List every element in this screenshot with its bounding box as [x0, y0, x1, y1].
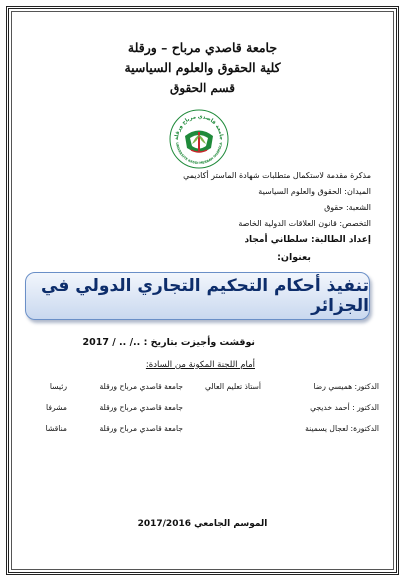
- logo-arabic-text: جامعة قاصدي مرباح ورقلة: [173, 113, 225, 141]
- faculty-name: كلية الحقوق والعلوم السياسية: [124, 60, 281, 75]
- memo-details: [41, 168, 371, 266]
- member-rank: [183, 422, 261, 443]
- member-role: مشرفا: [46, 403, 67, 412]
- memo-field: الميدان: الحقوق والعلوم السياسية: [258, 187, 371, 196]
- member-name: الدكتورة: لعجال يسمينة: [305, 424, 379, 433]
- university-logo: [168, 108, 230, 170]
- member-rank: [183, 401, 261, 422]
- discussion-date: نوقشت وأجيزت بتاريخ : ../ .. / 2017: [82, 337, 255, 348]
- document-header: [0, 38, 405, 98]
- memo-branch: الشعبة: حقوق: [324, 203, 371, 212]
- member-rank: أستاذ تعليم العالي: [205, 382, 261, 391]
- table-row: [29, 422, 379, 443]
- committee-heading: أمام اللجنة المكونة من السادة:: [145, 360, 255, 370]
- member-name: الدكتور : أحمد خديجي: [310, 403, 379, 412]
- committee-list: [29, 380, 379, 443]
- table-row: [29, 401, 379, 422]
- thesis-title: تنفيذ أحكام التحكيم التجاري الدولي في الجزائر: [41, 276, 369, 316]
- memo-student: إعداد الطالبة: سلطاني أمجاد: [244, 235, 371, 245]
- member-name: الدكتور: هميسي رضا: [313, 382, 379, 391]
- member-university: جامعة قاصدي مرباح ورقلة: [99, 403, 183, 412]
- logo-latin-text: UNIVERSITE KASDI MERBAH OUARGLA: [175, 142, 223, 166]
- university-name: جامعة قاصدي مرباح – ورقلة: [127, 40, 278, 55]
- member-university: جامعة قاصدي مرباح ورقلة: [99, 424, 183, 433]
- member-role: رئيسا: [49, 382, 67, 391]
- academic-year: الموسم الجامعي 2017/2016: [137, 519, 268, 529]
- department-name: قسم الحقوق: [170, 81, 235, 95]
- memo-specialty: التخصص: قانون العلاقات الدولية الخاصة: [238, 219, 371, 228]
- thesis-title-box: [25, 272, 370, 320]
- member-university: جامعة قاصدي مرباح ورقلة: [99, 382, 183, 391]
- memo-purpose: مذكرة مقدمة لاستكمال متطلبات شهادة الماستر أكاديمي: [183, 171, 371, 180]
- member-role: مناقشا: [45, 424, 67, 433]
- memo-title-label: بعنوان:: [277, 252, 311, 263]
- table-row: [29, 380, 379, 401]
